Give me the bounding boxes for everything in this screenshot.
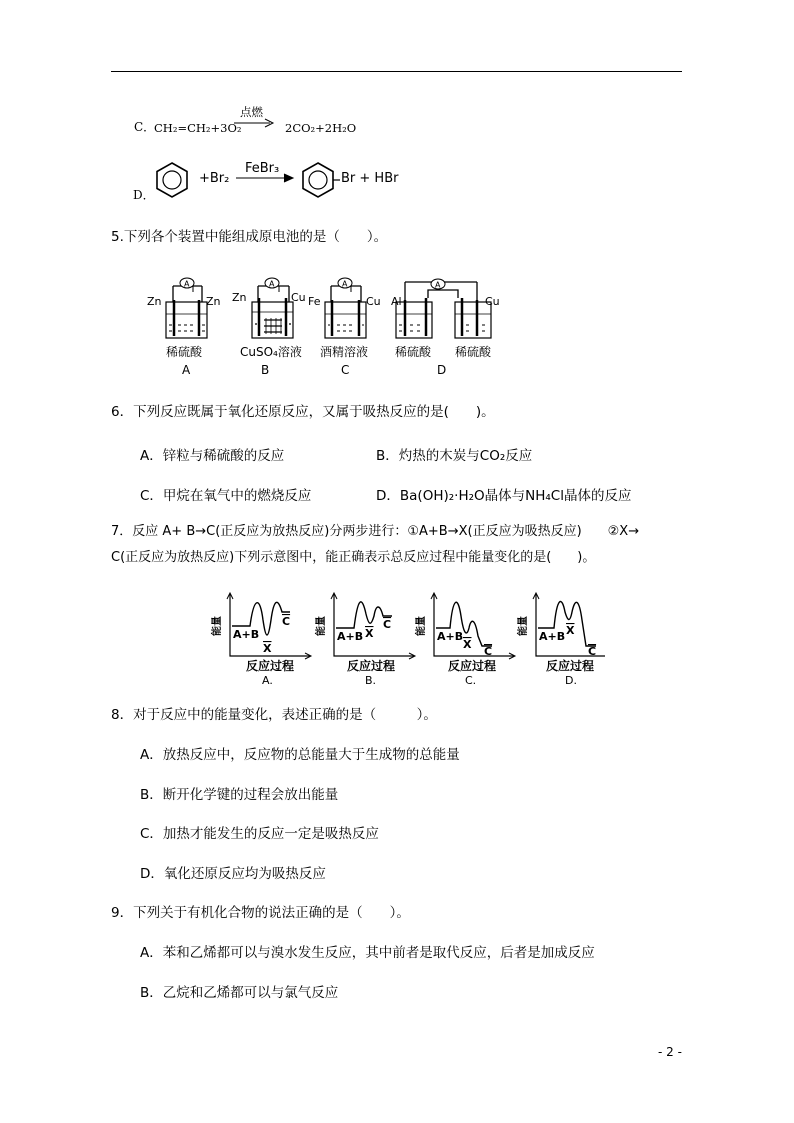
q8-option-b: B．断开化学键的过程会放出能量 [140, 787, 339, 803]
q8-option-a: A．放热反应中，反应物的总能量大于生成物的总能量 [140, 747, 460, 763]
q9-option-a: A．苯和乙烯都可以与溴水发生反应，其中前者是取代反应，后者是加成反应 [140, 945, 595, 961]
y-axis-label: 能量 [518, 616, 529, 636]
q8-stem: 8．对于反应中的能量变化，表述正确的是（ ）。 [111, 707, 437, 723]
x-axis-label: 反应过程 [347, 659, 396, 673]
y-axis-label: 能量 [416, 616, 427, 636]
intermediate-label: X [566, 624, 575, 637]
energy-graph-d [516, 593, 605, 687]
q5-apparatus-figure [140, 270, 510, 382]
ammeter-label: A [342, 279, 348, 289]
ammeter-label: A [269, 279, 275, 289]
q4-option-d-label: D． [133, 188, 155, 202]
product-label: C [484, 645, 493, 658]
q4-option-d-catalyst: FeBr₃ [245, 161, 280, 176]
q4-option-c-label: C． [134, 120, 156, 134]
electrode-label: Cu [366, 295, 381, 308]
electrode-label: Zn [232, 291, 247, 304]
product-label: C [282, 615, 291, 628]
graph-letter: C. [465, 674, 477, 687]
q6-option-c: C．甲烷在氧气中的燃烧反应 [140, 488, 312, 504]
q7-line-2: C(正反应为放热反应)下列示意图中，能正确表示总反应过程中能量变化的是( )。 [111, 550, 596, 565]
q9-stem: 9．下列关于有机化合物的说法正确的是（ ）。 [111, 905, 410, 921]
device-letter: C [341, 363, 350, 377]
reactant-label: A+B [437, 630, 464, 643]
y-axis-label: 能量 [212, 616, 223, 636]
energy-graph-a [210, 593, 311, 687]
x-axis-label: 反应过程 [246, 659, 295, 673]
energy-graph-b [314, 593, 415, 687]
device-c [308, 278, 381, 377]
solution-label: 稀硫酸 [166, 345, 203, 359]
electrode-label: Zn [147, 295, 162, 308]
q6-option-d: D．Ba(OH)₂·H₂O晶体与NH₄Cl晶体的反应 [376, 488, 632, 504]
intermediate-label: X [263, 642, 272, 655]
reactant-label: A+B [539, 630, 566, 643]
q4-option-c-products: 2CO₂+2H₂O [285, 121, 357, 135]
q4-option-c-condition: 点燃 [240, 105, 263, 119]
device-letter: B [261, 363, 270, 377]
q7-energy-diagrams [210, 590, 605, 690]
q6-stem: 6．下列反应既属于氧化还原反应，又属于吸热反应的是( )。 [111, 404, 495, 420]
q4-option-d-reactant: +Br₂ [199, 171, 230, 186]
y-axis-label: 能量 [316, 616, 327, 636]
q8-option-c: C．加热才能发生的反应一定是吸热反应 [140, 826, 379, 842]
header-rule [111, 71, 682, 72]
electrode-label: Cu [485, 295, 500, 308]
ammeter-label: A [435, 280, 441, 290]
reaction-arrow-icon [234, 173, 296, 183]
solution-label: 稀硫酸 [395, 345, 432, 359]
solution-label: 酒精溶液 [320, 345, 369, 359]
solution-label: 稀硫酸 [455, 345, 492, 359]
x-axis-label: 反应过程 [546, 659, 595, 673]
q7-line-1: 7．反应 A+ B→C(正反应为放热反应)分两步进行：①A+B→X(正反应为吸热反应) ②X→ [111, 524, 640, 539]
q4-option-c-reactants: CH₂=CH₂+3O₂ [154, 121, 242, 135]
product-label: C [588, 645, 597, 658]
q8-option-d: D．氧化还原反应均为吸热反应 [140, 866, 326, 882]
ammeter-label: A [184, 279, 190, 289]
device-letter: A [182, 363, 191, 377]
intermediate-label: X [463, 638, 472, 651]
graph-letter: D. [565, 674, 577, 687]
electrode-label: Zn [206, 295, 221, 308]
device-a [147, 278, 221, 377]
device-b [232, 278, 306, 377]
q9-option-b: B．乙烷和乙烯都可以与氯气反应 [140, 985, 339, 1001]
electrode-label: Cu [291, 291, 306, 304]
electrode-label: Fe [308, 295, 321, 308]
reaction-arrow-icon [232, 118, 276, 128]
q6-option-b: B．灼热的木炭与CO₂反应 [376, 448, 533, 464]
device-letter: D [437, 363, 447, 377]
q5-stem: 5.下列各个装置中能组成原电池的是（ ）。 [111, 229, 388, 245]
reactant-label: A+B [337, 630, 364, 643]
intermediate-label: X [365, 627, 374, 640]
q4-option-d-product: Br + HBr [341, 171, 399, 186]
benzene-ring-icon [152, 160, 192, 198]
reactant-label: A+B [233, 628, 260, 641]
q6-option-a: A．锌粒与稀硫酸的反应 [140, 448, 285, 464]
x-axis-label: 反应过程 [448, 659, 497, 673]
device-d [391, 279, 500, 377]
page-number: - 2 - [658, 1045, 682, 1059]
graph-letter: B. [365, 674, 377, 687]
product-label: C [383, 618, 392, 631]
energy-graph-c [414, 593, 515, 687]
solution-label: CuSO₄溶液 [240, 345, 302, 359]
graph-letter: A. [262, 674, 273, 687]
bromobenzene-ring-icon [298, 160, 340, 198]
electrode-label: Al [391, 295, 402, 308]
